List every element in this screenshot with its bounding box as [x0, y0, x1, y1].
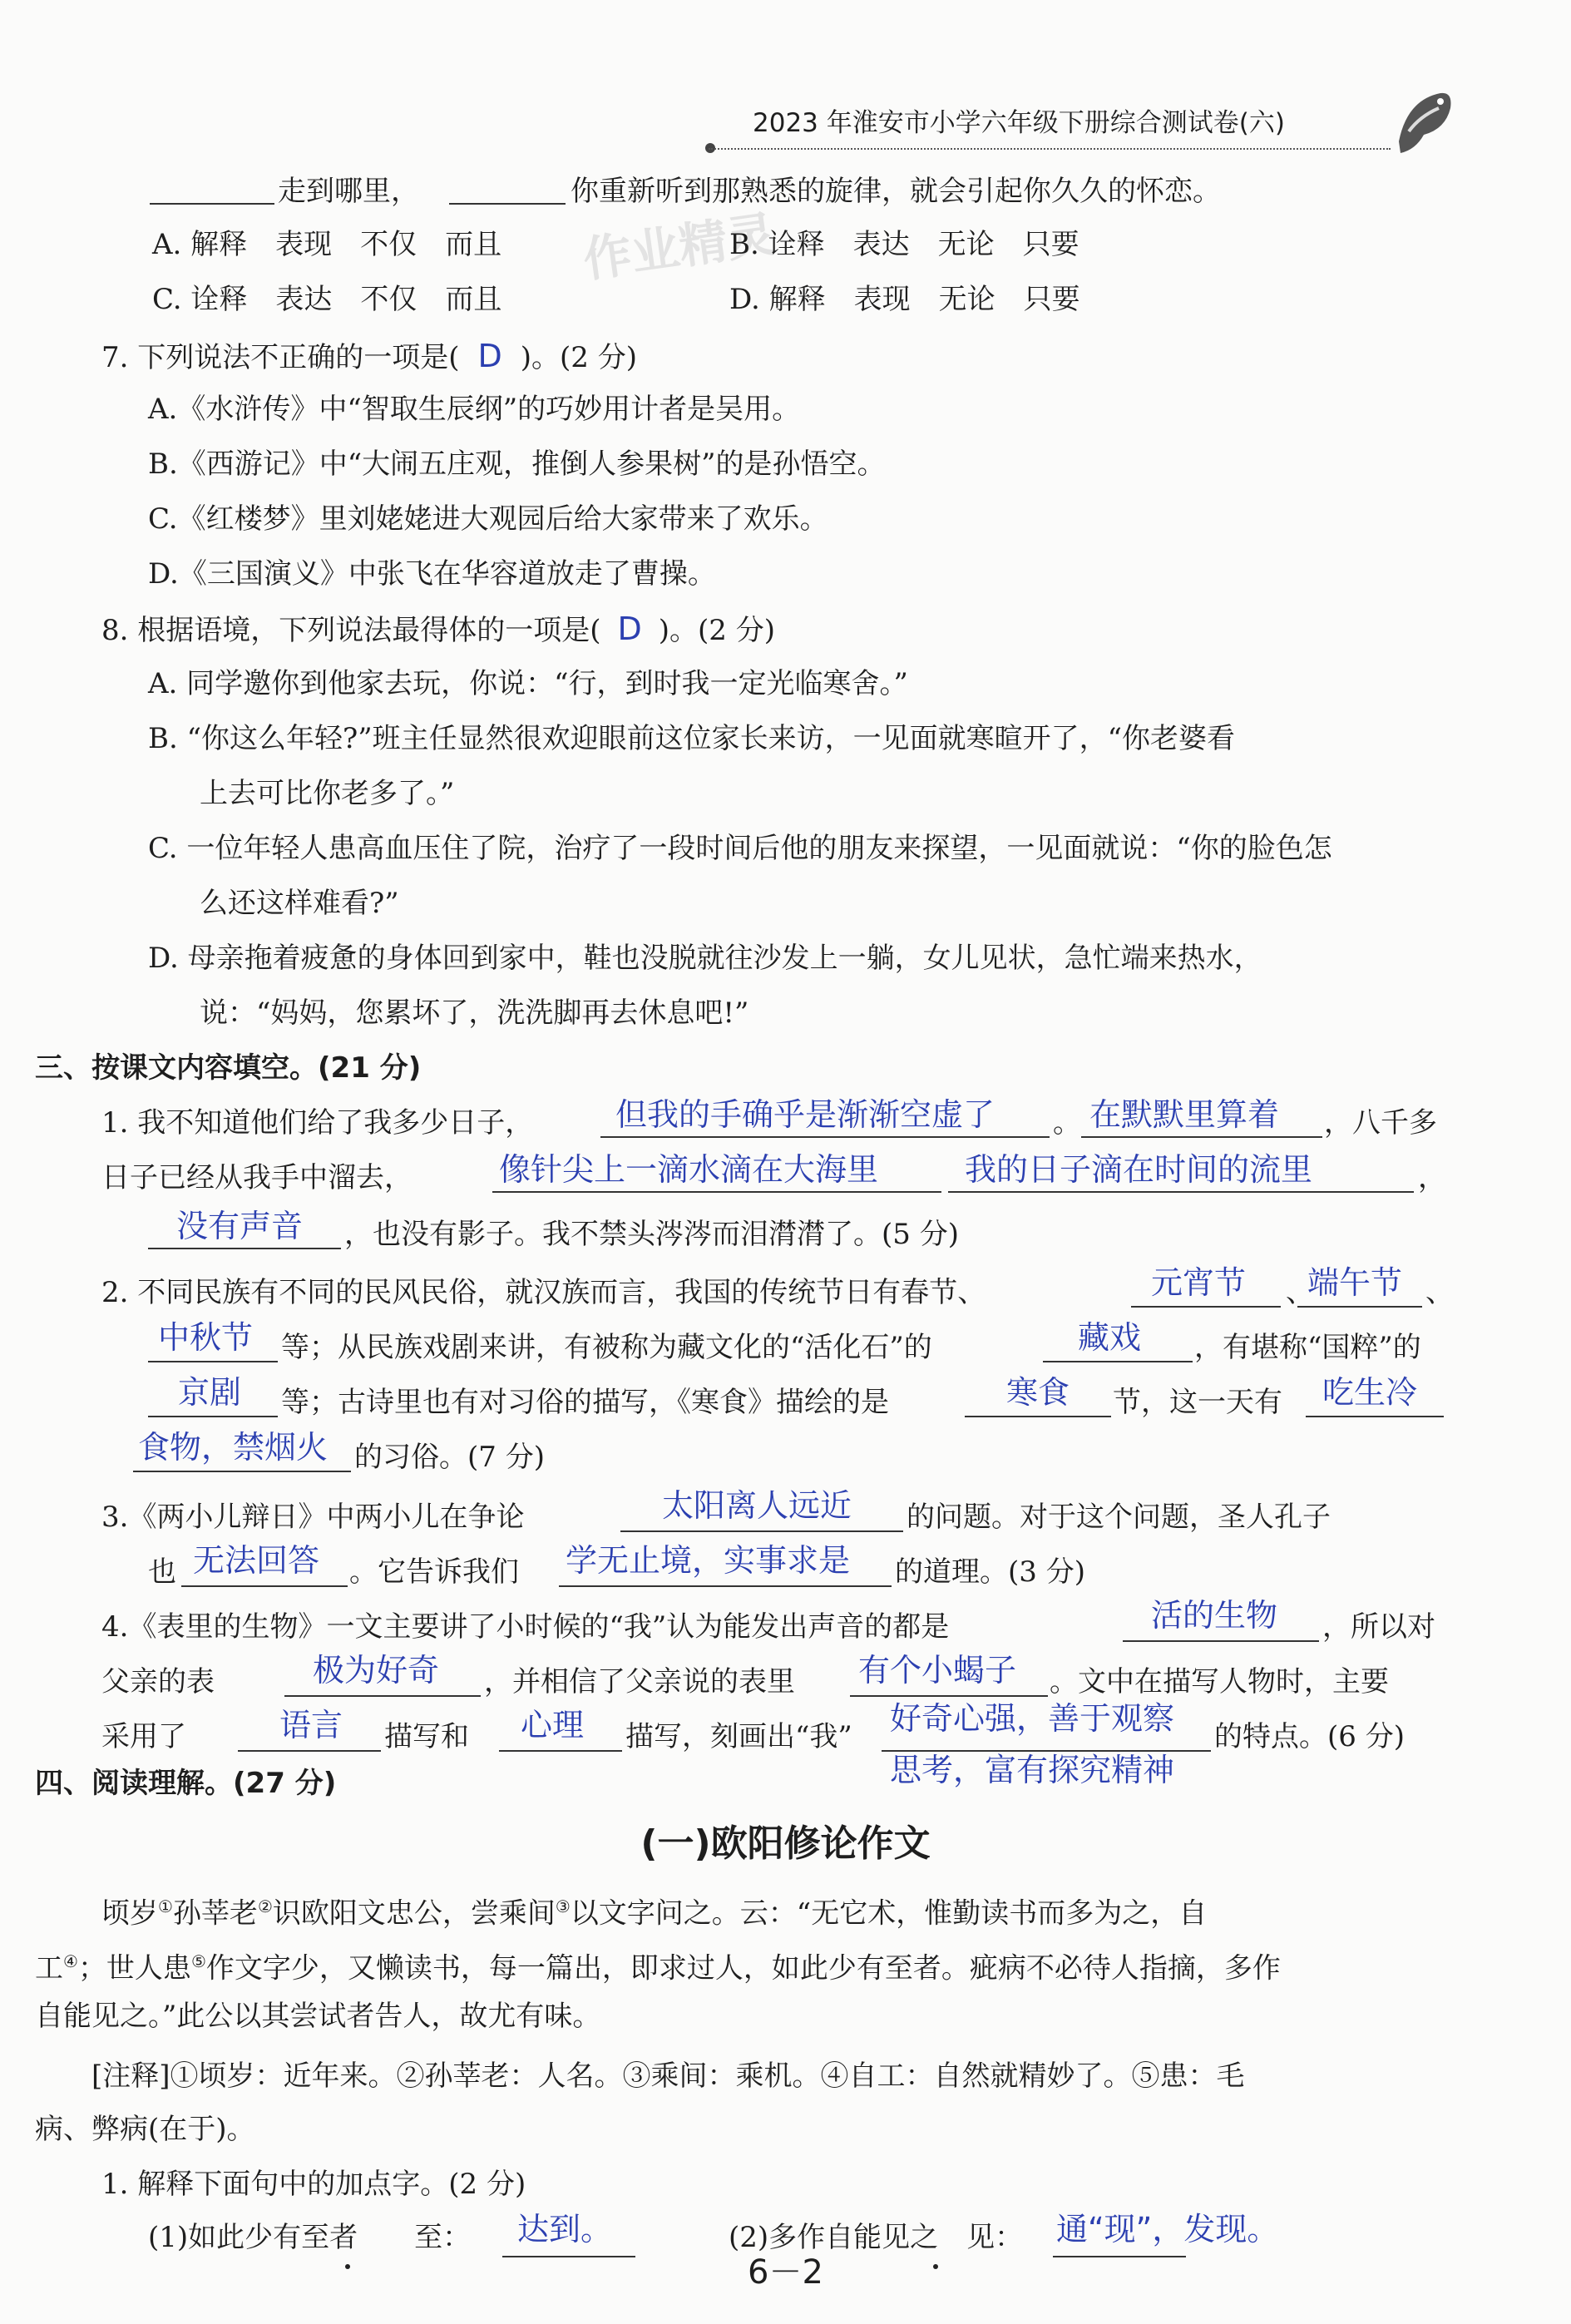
fill2-text4: 等；从民族戏剧来讲，有被称为藏文化的“活化石”的 [281, 1331, 932, 1364]
blank-fill2-5 [148, 1416, 278, 1417]
fill4-text4: ，并相信了父亲说的表里 [484, 1665, 795, 1698]
q8-option-a: A. 同学邀你到他家去玩，你说：“行，到时我一定光临寒舍。” [148, 667, 908, 700]
fill2-text6: 等；古诗里也有对习俗的描写，《寒食》描绘的是 [281, 1386, 889, 1419]
fill1-answer2: 在默默里算着 [1089, 1096, 1280, 1133]
section-4-heading: 四、阅读理解。(27 分) [35, 1767, 337, 1800]
blank-fill4-4 [238, 1750, 381, 1752]
note-marker: ⑤ [190, 1951, 206, 1971]
q8-stem [101, 607, 775, 652]
fill4-text8: 描写，刻画出“我” [625, 1720, 852, 1753]
fill3-text3: 也 [148, 1555, 176, 1589]
q8-option-b-line1: B. “你这么年轻?”班主任显然很欢迎眼前这位家长来访，一见面就寒暄开了，“你老婆看 [148, 722, 1235, 755]
passage-line2 [35, 1940, 1281, 1990]
blank-fill3-2 [181, 1585, 348, 1587]
q7-answer: D [477, 338, 502, 374]
q7-stem [101, 334, 637, 379]
fill4-text6: 采用了 [101, 1720, 186, 1753]
fill1-answer4: 我的日子滴在时间的流里 [965, 1151, 1313, 1188]
q6-stem-part2: 你重新听到那熟悉的旋律，就会引起你久久的怀恋。 [571, 175, 1221, 208]
fill3-text4: 。它告诉我们 [349, 1555, 519, 1589]
blank-fill2-8 [133, 1471, 351, 1472]
blank-fill2-2 [1297, 1306, 1422, 1308]
q6-option-d: D. 解释 表现 无论 只要 [729, 283, 1080, 316]
header-rule [709, 148, 1391, 150]
passage-seg: 工 [35, 1951, 63, 1985]
q7-option-c: C.《红楼梦》里刘姥姥进大观园后给大家带来了欢乐。 [148, 502, 828, 536]
q8-stem-after: )。(2 分) [658, 614, 776, 647]
fill4-answer6: 好奇心强，善于观察 [890, 1700, 1175, 1737]
fill3-text2: 的问题。对于这个问题，圣人孔子 [907, 1501, 1331, 1534]
fill4-answer7: 思考，富有探究精神 [890, 1752, 1175, 1788]
fill3-text1: 3.《两小儿辩日》中两小儿在争论 [101, 1501, 525, 1534]
q7-stem-before: 7. 下列说法不正确的一项是( [101, 341, 460, 374]
fill3-answer2: 无法回答 [193, 1542, 320, 1579]
annotation-line1: [注释]①顷岁：近年来。②孙莘老：人名。③乘间：乘机。④自工：自然就精妙了。⑤患：毛 [91, 2059, 1245, 2093]
note-marker: ③ [555, 1896, 571, 1916]
fill2-answer6: 寒食 [1006, 1374, 1070, 1411]
q8-option-c-line2: 么还这样难看?” [200, 887, 399, 920]
section-3-heading: 三、按课文内容填空。(21 分) [35, 1051, 422, 1085]
q8-stem-before: 8. 根据语境，下列说法最得体的一项是( [101, 614, 601, 647]
fill2-answer8: 食物，禁烟火 [138, 1429, 329, 1466]
fill1-text1: 1. 我不知道他们给了我多少日子， [101, 1106, 534, 1140]
reading-passage-title: (一)欧阳修论作文 [640, 1822, 931, 1865]
dolphin-mascot-icon [1391, 83, 1457, 158]
q8-answer: D [617, 611, 642, 647]
fill4-answer5: 心理 [521, 1707, 585, 1743]
fill2-text3: 、 [1425, 1276, 1454, 1309]
q7-option-d: D.《三国演义》中张飞在华容道放走了曹操。 [148, 557, 716, 591]
fill1-text2: 。 [1053, 1106, 1081, 1140]
q8-option-b-line2: 上去可比你老多了。” [200, 777, 455, 810]
fill4-text7: 描写和 [384, 1720, 469, 1753]
fill1-text6: ，也没有影子。我不禁头涔涔而泪潸潸了。(5 分) [344, 1218, 959, 1251]
reading-q1b-answer: 通“现”，发现。 [1056, 2211, 1279, 2247]
blank-fill4-1 [1123, 1640, 1319, 1642]
blank-q6-2 [449, 203, 566, 205]
fill4-answer2: 极为好奇 [313, 1652, 440, 1689]
passage-line1 [101, 1885, 1207, 1935]
passage-seg: ；世人患 [77, 1951, 191, 1985]
reading-q1b: (2)多作自能见之 见： [729, 2221, 1024, 2254]
fill4-text2: ，所以对 [1322, 1610, 1435, 1644]
q6-option-a: A. 解释 表现 不仅 而且 [152, 228, 502, 261]
fill2-text5: ，有堪称“国粹”的 [1194, 1331, 1421, 1364]
fill1-text3: ，八千多 [1324, 1106, 1437, 1140]
fill4-text5: 。文中在描写人物时，主要 [1050, 1665, 1389, 1698]
fill2-text1: 2. 不同民族有不同的民风民俗，就汉族而言，我国的传统节日有春节、 [101, 1276, 986, 1309]
passage-seg: 顷岁 [101, 1896, 158, 1931]
fill4-text9: 的特点。(6 分) [1214, 1720, 1405, 1753]
fill2-answer2: 端午节 [1307, 1264, 1403, 1301]
q8-option-d-line1: D. 母亲拖着疲惫的身体回到家中，鞋也没脱就往沙发上一躺，女儿见状，急忙端来热水， [148, 942, 1262, 975]
passage-seg: 孙莘老 [172, 1896, 258, 1931]
fill4-text1: 4.《表里的生物》一文主要讲了小时候的“我”认为能发出声音的都是 [101, 1610, 950, 1644]
blank-fill1-4 [948, 1191, 1414, 1193]
q6-stem-part1: 走到哪里， [278, 175, 419, 208]
blank-fill1-1 [600, 1136, 1050, 1138]
fill2-answer5: 京剧 [178, 1374, 242, 1411]
blank-fill1-3 [492, 1191, 941, 1193]
blank-fill2-6 [965, 1416, 1111, 1417]
annotation-line2: 病、弊病(在于)。 [35, 2113, 255, 2146]
exam-header-title: 2023 年淮安市小学六年级下册综合测试卷(六) [753, 108, 1285, 138]
fill3-answer3: 学无止境，实事求是 [566, 1542, 851, 1579]
blank-fill2-7 [1306, 1416, 1444, 1417]
fill2-answer7: 吃生冷 [1322, 1374, 1418, 1411]
note-marker: ② [257, 1896, 273, 1916]
fill1-answer5: 没有声音 [176, 1208, 304, 1244]
blank-fill4-5 [499, 1750, 622, 1752]
blank-fill3-3 [559, 1585, 892, 1587]
blank-fill4-3 [850, 1695, 1048, 1697]
fill4-text3: 父亲的表 [101, 1665, 215, 1698]
blank-fill2-3 [148, 1361, 278, 1362]
fill2-answer1: 元宵节 [1151, 1264, 1247, 1301]
passage-seg: 以文字问之。云：“无它术，惟勤读书而多为之，自 [570, 1896, 1208, 1931]
blank-fill2-1 [1131, 1306, 1281, 1308]
q7-stem-after: )。(2 分) [520, 341, 638, 374]
q7-option-b: B.《西游记》中“大闹五庄观，推倒人参果树”的是孙悟空。 [148, 447, 886, 481]
passage-seg: 识欧阳文忠公，尝乘间 [272, 1896, 556, 1931]
fill1-text4: 日子已经从我手中溜去， [101, 1161, 413, 1194]
q7-option-a: A.《水浒传》中“智取生辰纲”的巧妙用计者是吴用。 [148, 393, 801, 426]
fill2-answer3: 中秋节 [158, 1319, 254, 1356]
fill1-text5: ， [1418, 1161, 1446, 1194]
q8-option-d-line2: 说：“妈妈，您累坏了，洗洗脚再去休息吧!” [200, 996, 749, 1030]
q6-option-c: C. 诠释 表达 不仅 而且 [152, 283, 502, 316]
blank-fill4-2 [284, 1695, 481, 1697]
fill1-answer3: 像针尖上一滴水滴在大海里 [499, 1151, 879, 1188]
q6-option-b: B. 诠释 表达 无论 只要 [729, 228, 1079, 261]
blank-fill1-5 [148, 1248, 341, 1249]
fill4-answer4: 语言 [279, 1707, 343, 1743]
blank-fill1-2 [1081, 1136, 1322, 1138]
blank-q6-1 [150, 203, 274, 205]
fill2-answer4: 藏戏 [1078, 1319, 1142, 1356]
note-marker: ① [158, 1896, 173, 1916]
passage-seg: 作文字少，又懒读书，每一篇出，即求过人，如此少有至者。疵病不必待人指摘，多作 [205, 1951, 1281, 1985]
blank-fill3-1 [620, 1530, 903, 1532]
fill4-answer3: 有个小蝎子 [858, 1652, 1017, 1689]
fill3-answer1: 太阳离人远近 [662, 1487, 852, 1524]
page-number: 6－2 [748, 2253, 823, 2292]
fill1-answer1: 但我的手确乎是渐渐空虚了 [615, 1096, 995, 1133]
reading-q1a-answer: 达到。 [517, 2211, 613, 2247]
note-marker: ④ [63, 1951, 78, 1971]
reading-q1: 1. 解释下面句中的加点字。(2 分) [101, 2168, 526, 2201]
fill4-answer1: 活的生物 [1151, 1597, 1278, 1634]
watermark: 作业精灵 [580, 205, 779, 289]
reading-q1a: (1)如此少有至者 至： [148, 2221, 472, 2254]
blank-fill2-4 [1043, 1361, 1193, 1362]
fill2-text7: 节，这一天有 [1113, 1386, 1282, 1419]
fill2-text2: 、 [1286, 1276, 1314, 1309]
passage-line3: 自能见之。”此公以其尝试者告人，故尤有味。 [35, 2000, 601, 2033]
q8-option-c-line1: C. 一位年轻人患高血压住了院，治疗了一段时间后他的朋友来探望，一见面就说：“你的脸色怎 [148, 832, 1332, 865]
fill3-text5: 的道理。(3 分) [895, 1555, 1085, 1589]
fill2-text8: 的习俗。(7 分) [354, 1441, 545, 1474]
